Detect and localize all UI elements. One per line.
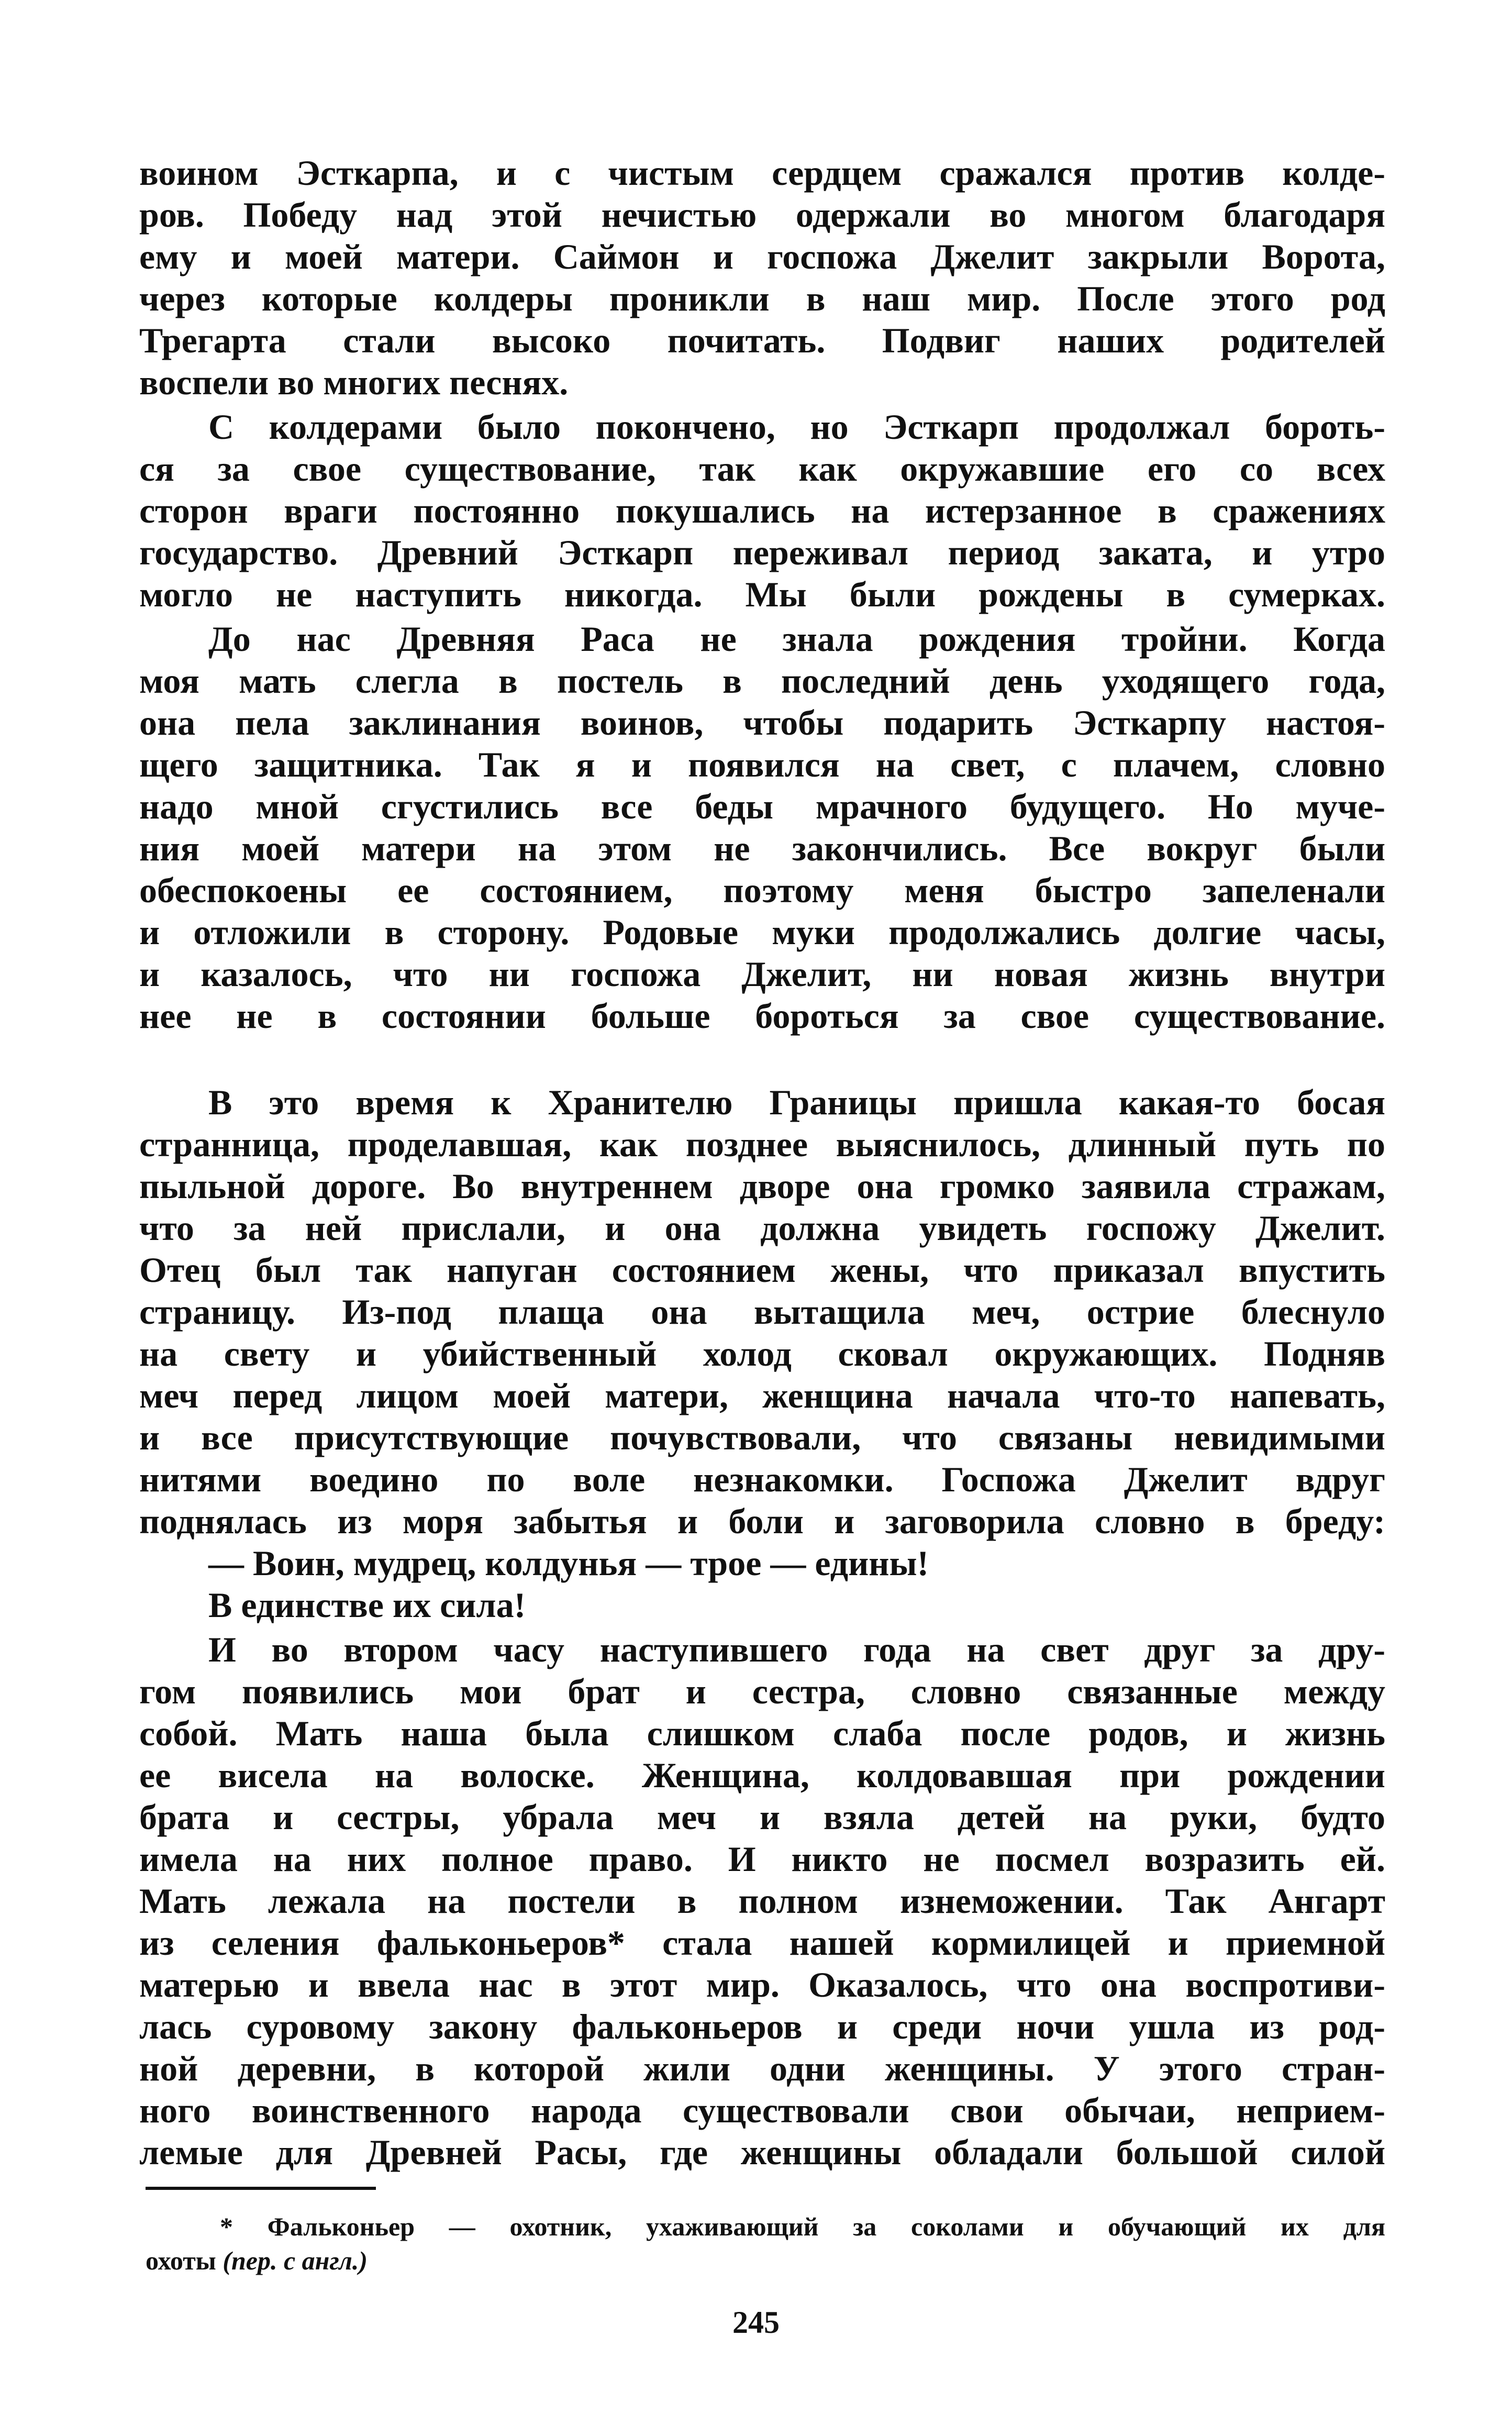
text-line: через которые колдеры проникли в наш мир. После этого род: [139, 279, 1385, 318]
text-line: сторон враги постоянно покушались на истерзанное в сражениях: [139, 491, 1385, 530]
text-line: нитями воедино по воле незнакомки. Госпожа Джелит вдруг: [139, 1459, 1385, 1499]
text-line: ся за свое существование, так как окружавшие его со всех: [139, 449, 1385, 489]
text-line: и отложили в сторону. Родовые муки продолжались долгие часы,: [139, 912, 1385, 952]
text-line: что за ней прислали, и она должна увидеть госпожу Джелит.: [139, 1208, 1385, 1248]
text-line: обеспокоены ее состоянием, поэтому меня быстро запеленали: [139, 870, 1385, 910]
text-line: пыльной дороге. Во внутреннем дворе она громко заявила стражам,: [139, 1166, 1385, 1206]
text-line: Отец был так напуган состоянием жены, что приказал впустить: [139, 1250, 1385, 1290]
text-line: надо мной сгустились все беды мрачного будущего. Но муче-: [139, 787, 1385, 826]
text-line: она пела заклинания воинов, чтобы подарить Эсткарпу настоя-: [139, 703, 1385, 743]
text-line: ров. Победу над этой нечистью одержали во многом благодаря: [139, 195, 1385, 235]
text-line: поднялась из моря забытья и боли и заговорила словно в бреду:: [139, 1501, 1385, 1541]
text-line: лась суровому закону фальконьеров и среди ночи ушла из род-: [139, 2007, 1385, 2046]
footnote-text: охоты: [146, 2246, 223, 2275]
text-line: имела на них полное право. И никто не посмел возразить ей.: [139, 1839, 1385, 1879]
text-line: брата и сестры, убрала меч и взяла детей на руки, будто: [139, 1797, 1385, 1837]
dialogue-line: В единстве их сила!: [208, 1585, 526, 1625]
text-line: лемые для Древней Расы, где женщины обладали большой силой: [139, 2132, 1385, 2172]
text-line: из селения фальконьеров* стала нашей кормилицей и приемной: [139, 1923, 1385, 1963]
text-line: на свету и убийственный холод сковал окружающих. Подняв: [139, 1334, 1385, 1374]
text-line: ему и моей матери. Саймон и госпожа Джелит закрыли Ворота,: [139, 237, 1385, 276]
text-line: и все присутствующие почувствовали, что связаны невидимыми: [139, 1418, 1385, 1457]
text-line: матерью и ввела нас в этот мир. Оказалось, что она воспротиви-: [139, 1965, 1385, 2005]
text-line: ее висела на волоске. Женщина, колдовавшая при рождении: [139, 1755, 1385, 1795]
text-line: ния моей матери на этом не закончились. Все вокруг были: [139, 828, 1385, 868]
text-line: страницу. Из-под плаща она вытащила меч, острие блеснуло: [139, 1292, 1385, 1332]
footnote-line: [146, 2245, 931, 2276]
dialogue-line: — Воин, мудрец, колдунья — трое — едины!: [208, 1543, 929, 1583]
text-line: гом появились мои брат и сестра, словно связанные между: [139, 1671, 1385, 1711]
text-line: могло не наступить никогда. Мы были рождены в сумерках.: [139, 574, 1385, 614]
text-line: щего защитника. Так я и появился на свет, с плачем, словно: [139, 745, 1385, 784]
page-number: 245: [732, 2305, 780, 2340]
text-line: государство. Древний Эсткарп переживал период заката, и утро: [139, 533, 1385, 572]
text-line: воспели во многих песнях.: [139, 362, 569, 402]
text-line: С колдерами было покончено, но Эсткарп продолжал бороть-: [208, 407, 1385, 447]
text-line: ной деревни, в которой жили одни женщины. У этого стран-: [139, 2049, 1385, 2088]
text-line: собой. Мать наша была слишком слаба после родов, и жизнь: [139, 1713, 1385, 1753]
text-line: странница, проделавшая, как позднее выяснилось, длинный путь по: [139, 1124, 1385, 1164]
text-line: воином Эсткарпа, и с чистым сердцем сражался против колде-: [139, 153, 1385, 193]
text-line: Трегарта стали высоко почитать. Подвиг наших родителей: [139, 320, 1385, 360]
footnote-line: * Фальконьер — охотник, ухаживающий за соколами и обучающий их для: [220, 2212, 1385, 2241]
text-line: Мать лежала на постели в полном изнеможении. Так Ангарт: [139, 1881, 1385, 1921]
text-line: меч перед лицом моей матери, женщина начала что-то напевать,: [139, 1376, 1385, 1415]
text-line: До нас Древняя Раса не знала рождения тройни. Когда: [208, 619, 1385, 659]
text-line: ного воинственного народа существовали свои обычаи, неприем-: [139, 2090, 1385, 2130]
text-line: И во втором часу наступившего года на свет друг за дру-: [208, 1630, 1385, 1669]
text-line: В это время к Хранителю Границы пришла какая-то босая: [208, 1082, 1385, 1122]
footnote-translator-note: (пер. с англ.): [223, 2246, 368, 2275]
footnote-divider: [146, 2187, 376, 2190]
text-line: нее не в состоянии больше бороться за свое существование.: [139, 996, 1385, 1036]
text-line: моя мать слегла в постель в последний день уходящего года,: [139, 661, 1385, 701]
text-line: и казалось, что ни госпожа Джелит, ни новая жизнь внутри: [139, 954, 1385, 994]
